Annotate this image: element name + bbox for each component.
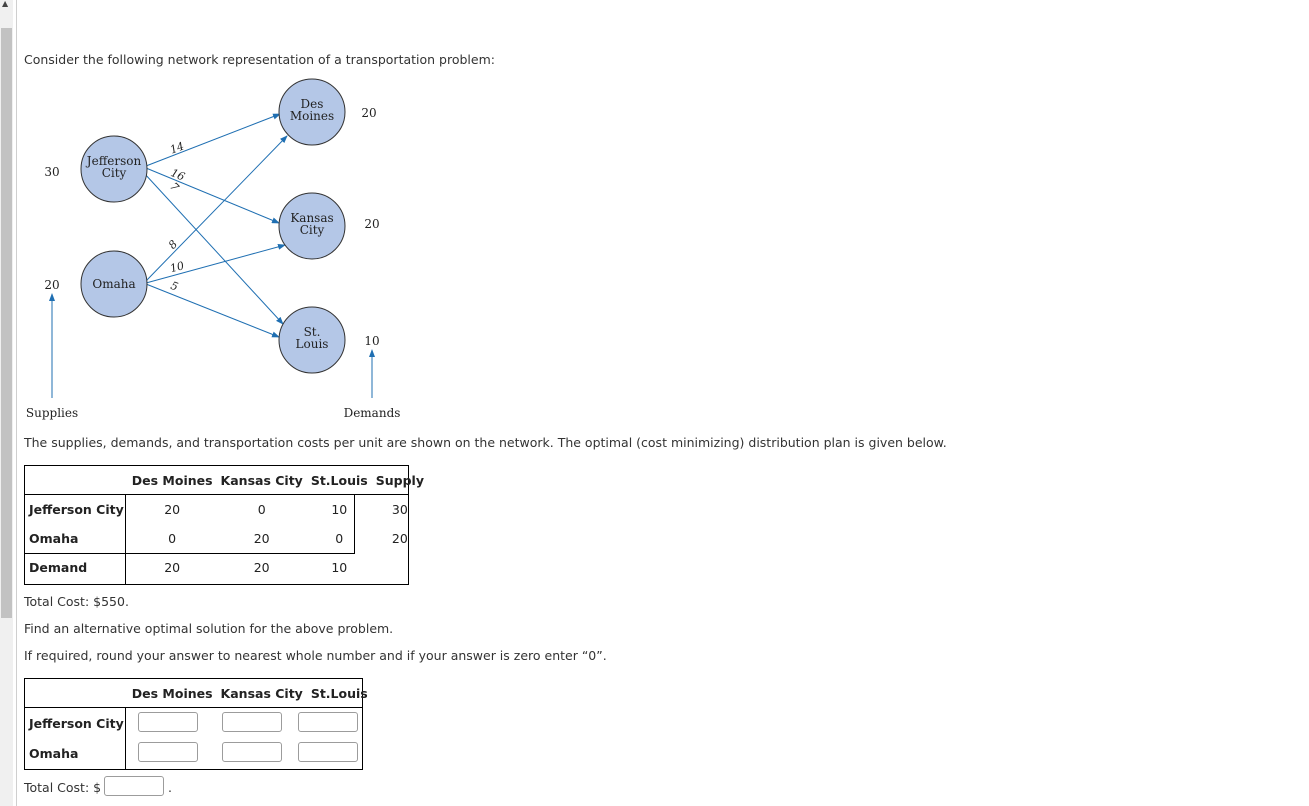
total-cost-input[interactable] [104, 776, 164, 796]
supplies-label: Supplies [25, 406, 79, 420]
content-divider [16, 0, 17, 806]
cost-omaha-stlouis: 5 [168, 278, 180, 294]
supply-cell: 30 [391, 502, 408, 517]
table-cell: 0 [168, 531, 177, 546]
table-cell: 20 [164, 502, 181, 517]
col-header: Kansas City [220, 685, 303, 701]
rounding-instructions: If required, round your answer to nearest whole number and if your answer is zero enter “0”. [24, 648, 607, 663]
explain-text: The supplies, demands, and transportation costs per unit are shown on the network. The optimal (cost minimizing) distribution plan is given below. [24, 435, 947, 450]
supply-cell: 20 [391, 531, 408, 546]
demand-kansas-city: 20 [364, 217, 380, 231]
demand-cell: 20 [164, 560, 181, 575]
node-label-line: St. [303, 325, 321, 339]
row-label: Jefferson City [29, 502, 124, 517]
node-label-line: City [299, 223, 325, 237]
table-cell: 0 [335, 531, 344, 546]
node-label-line: Jefferson [86, 154, 142, 168]
cost-jc-desmoines: 14 [168, 139, 186, 157]
answer-input-omaha-kansascity[interactable] [222, 742, 282, 762]
col-header: Des Moines [131, 472, 213, 488]
answer-input-jc-desmoines[interactable] [138, 712, 198, 732]
supply-jefferson-city: 30 [44, 165, 60, 179]
demand-cell: 10 [331, 560, 348, 575]
row-label: Jefferson City [29, 715, 124, 731]
optimal-solution-table [25, 465, 428, 582]
row-label: Demand [29, 560, 88, 575]
total-cost-text: Total Cost: $550. [24, 594, 129, 609]
cost-jc-kansascity: 16 [168, 166, 187, 184]
node-label-line: Kansas [290, 211, 334, 225]
col-header: Supply [375, 472, 424, 488]
node-label-line: Moines [289, 109, 335, 123]
table-cell: 20 [253, 531, 270, 546]
row-label: Omaha [29, 745, 79, 761]
scroll-up-arrow-icon[interactable]: ▲ [2, 0, 9, 8]
demand-st-louis: 10 [364, 334, 380, 348]
col-header: St.Louis [310, 685, 368, 701]
arc-omaha-stlouis [146, 284, 279, 337]
demand-cell: 20 [253, 560, 270, 575]
cost-jc-stlouis: 7 [167, 179, 182, 195]
scroll-thumb[interactable] [1, 28, 12, 618]
answer-input-jc-kansascity[interactable] [222, 712, 282, 732]
cost-omaha-desmoines: 8 [165, 237, 181, 252]
answer-input-jc-stlouis[interactable] [298, 712, 358, 732]
col-header: Des Moines [131, 685, 213, 701]
arc-jc-desmoines [146, 114, 280, 166]
answer-input-omaha-desmoines[interactable] [138, 742, 198, 762]
answer-input-omaha-stlouis[interactable] [298, 742, 358, 762]
node-label-line: Omaha [92, 277, 136, 291]
demand-des-moines: 20 [361, 106, 377, 120]
intro-text: Consider the following network representation of a transportation problem: [24, 52, 495, 67]
node-label-line: City [101, 166, 127, 180]
transportation-network-diagram [24, 78, 414, 423]
total-cost-label: Total Cost: $ [24, 780, 102, 795]
cost-omaha-kansascity: 10 [168, 259, 186, 276]
node-label-line: Des [300, 97, 324, 111]
demands-label: Demands [343, 406, 401, 420]
node-label-line: Louis [295, 337, 329, 351]
find-alternative-text: Find an alternative optimal solution for the above problem. [24, 621, 394, 636]
trailing-period: . [168, 780, 172, 795]
arc-jc-kansascity [146, 168, 279, 223]
scrollbar[interactable] [0, 0, 13, 806]
col-header: St.Louis [310, 472, 368, 488]
table-cell: 0 [257, 502, 266, 517]
supply-omaha: 20 [44, 278, 60, 292]
table-cell: 10 [331, 502, 348, 517]
col-header: Kansas City [220, 472, 303, 488]
row-label: Omaha [29, 531, 79, 546]
